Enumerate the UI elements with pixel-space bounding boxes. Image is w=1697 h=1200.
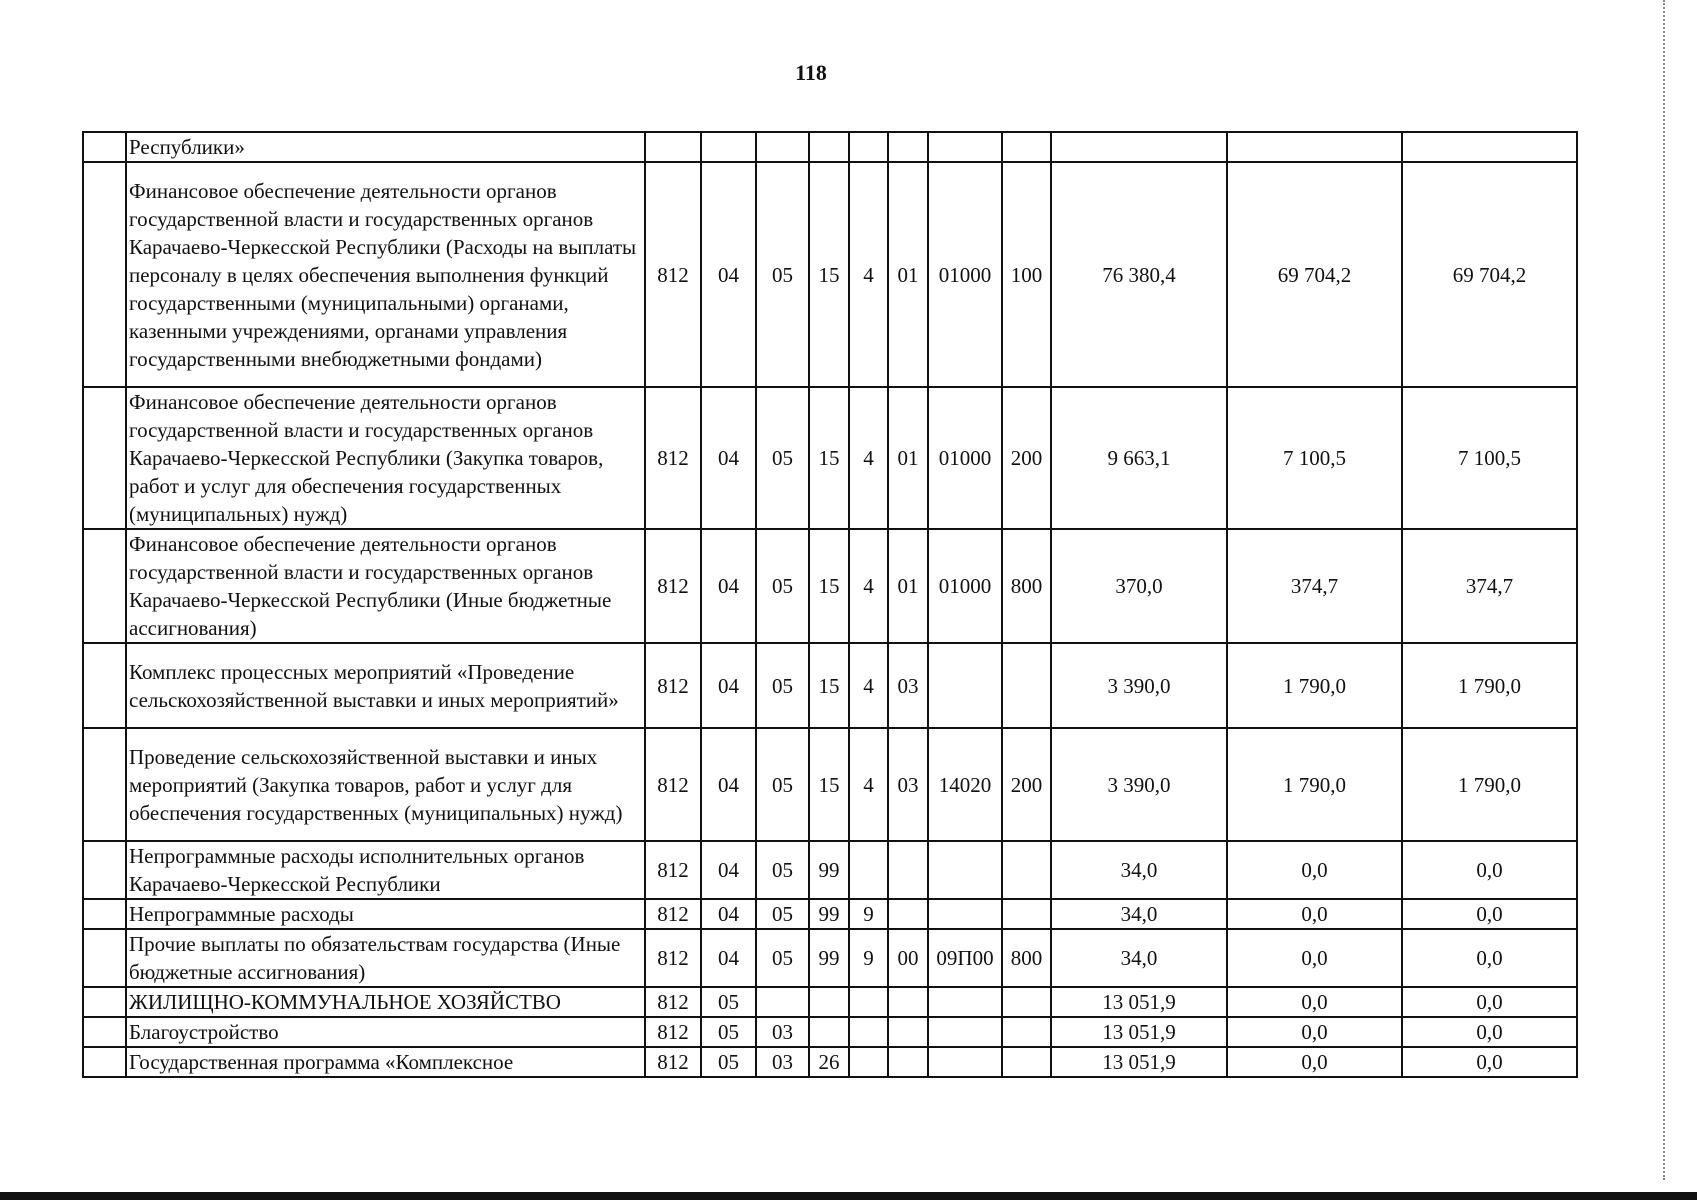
- row-value-cell: 04: [701, 162, 756, 387]
- row-value-cell: [928, 643, 1002, 728]
- row-value-cell: [888, 987, 928, 1017]
- row-value-cell: 04: [701, 529, 756, 643]
- row-value-cell: 05: [756, 899, 809, 929]
- row-value-cell: 3 390,0: [1051, 643, 1227, 728]
- row-value-cell: [701, 132, 756, 162]
- row-value-cell: 0,0: [1402, 1017, 1577, 1047]
- row-value-cell: 0,0: [1402, 841, 1577, 899]
- row-value-cell: 05: [701, 1017, 756, 1047]
- scan-edge-line: [1663, 0, 1667, 1180]
- row-value-cell: [849, 841, 888, 899]
- row-value-cell: 99: [809, 929, 849, 987]
- row-value-cell: 374,7: [1402, 529, 1577, 643]
- table-row: [83, 987, 1577, 1017]
- row-value-cell: 4: [849, 162, 888, 387]
- row-value-cell: 0,0: [1227, 987, 1402, 1017]
- row-index-cell: [83, 529, 126, 643]
- row-value-cell: 812: [645, 899, 701, 929]
- table-row: [83, 643, 1577, 728]
- row-value-cell: 800: [1002, 529, 1051, 643]
- row-index-cell: [83, 1047, 126, 1077]
- row-value-cell: [1002, 1017, 1051, 1047]
- row-value-cell: 03: [888, 643, 928, 728]
- row-value-cell: 0,0: [1402, 929, 1577, 987]
- row-value-cell: 1 790,0: [1227, 643, 1402, 728]
- row-index-cell: [83, 841, 126, 899]
- row-value-cell: [1002, 841, 1051, 899]
- row-index-cell: [83, 162, 126, 387]
- row-value-cell: [928, 1017, 1002, 1047]
- row-value-cell: 0,0: [1227, 899, 1402, 929]
- table-row: [83, 899, 1577, 929]
- row-value-cell: 05: [756, 643, 809, 728]
- row-value-cell: 01000: [928, 529, 1002, 643]
- row-value-cell: [1002, 1047, 1051, 1077]
- row-value-cell: 04: [701, 899, 756, 929]
- row-value-cell: 1 790,0: [1402, 643, 1577, 728]
- row-value-cell: 812: [645, 387, 701, 529]
- table-row: [83, 929, 1577, 987]
- row-value-cell: 200: [1002, 728, 1051, 841]
- row-value-cell: [1002, 132, 1051, 162]
- row-value-cell: 812: [645, 1017, 701, 1047]
- row-value-cell: [1227, 132, 1402, 162]
- table-row: [83, 1047, 1577, 1077]
- row-value-cell: 05: [756, 841, 809, 899]
- table-row: [83, 728, 1577, 841]
- row-name-cell: Государственная программа «Комплексное: [126, 1047, 645, 1077]
- row-name-cell: Непрограммные расходы: [126, 899, 645, 929]
- row-value-cell: [809, 987, 849, 1017]
- row-value-cell: 7 100,5: [1402, 387, 1577, 529]
- row-value-cell: [1002, 643, 1051, 728]
- row-value-cell: 812: [645, 987, 701, 1017]
- row-value-cell: 200: [1002, 387, 1051, 529]
- row-value-cell: 370,0: [1051, 529, 1227, 643]
- row-index-cell: [83, 987, 126, 1017]
- row-value-cell: 03: [756, 1017, 809, 1047]
- row-value-cell: 0,0: [1227, 1017, 1402, 1047]
- row-value-cell: 01: [888, 387, 928, 529]
- row-value-cell: 15: [809, 387, 849, 529]
- row-value-cell: [809, 1017, 849, 1047]
- row-value-cell: 4: [849, 529, 888, 643]
- row-value-cell: 76 380,4: [1051, 162, 1227, 387]
- row-value-cell: 69 704,2: [1402, 162, 1577, 387]
- row-value-cell: 05: [701, 1047, 756, 1077]
- row-value-cell: 26: [809, 1047, 849, 1077]
- row-value-cell: 04: [701, 387, 756, 529]
- row-index-cell: [83, 1017, 126, 1047]
- row-value-cell: 0,0: [1227, 841, 1402, 899]
- row-name-cell: Непрограммные расходы исполнительных органов Карачаево-Черкесской Республики: [126, 841, 645, 899]
- row-value-cell: 13 051,9: [1051, 1047, 1227, 1077]
- row-value-cell: 4: [849, 728, 888, 841]
- row-value-cell: [928, 899, 1002, 929]
- table-row: [83, 529, 1577, 643]
- table-body: [83, 132, 1577, 1077]
- row-value-cell: 01000: [928, 162, 1002, 387]
- row-name-cell: Благоустройство: [126, 1017, 645, 1047]
- row-value-cell: [756, 987, 809, 1017]
- row-value-cell: 812: [645, 728, 701, 841]
- row-value-cell: 34,0: [1051, 899, 1227, 929]
- row-name-cell: Проведение сельскохозяйственной выставки и иных мероприятий (Закупка товаров, работ и услуг для обеспечения государственных (муниципальных) нужд): [126, 728, 645, 841]
- row-value-cell: [888, 132, 928, 162]
- table-row: [83, 841, 1577, 899]
- row-value-cell: 9 663,1: [1051, 387, 1227, 529]
- row-value-cell: [1402, 132, 1577, 162]
- row-name-cell: Комплекс процессных мероприятий «Проведение сельскохозяйственной выставки и иных мероприятий»: [126, 643, 645, 728]
- row-value-cell: 01: [888, 162, 928, 387]
- row-value-cell: 09П00: [928, 929, 1002, 987]
- row-value-cell: 99: [809, 899, 849, 929]
- row-value-cell: 812: [645, 841, 701, 899]
- row-value-cell: 812: [645, 1047, 701, 1077]
- scan-bottom-bar: [0, 1192, 1697, 1200]
- table-row: [83, 1017, 1577, 1047]
- row-value-cell: 05: [701, 987, 756, 1017]
- row-value-cell: [928, 132, 1002, 162]
- row-value-cell: 812: [645, 643, 701, 728]
- row-name-cell: Финансовое обеспечение деятельности органов государственной власти и государственных органов Карачаево-Черкесской Республики (Закупка товаров, работ и услуг для обеспечения государственных (муниципальных) нужд): [126, 387, 645, 529]
- row-value-cell: 03: [888, 728, 928, 841]
- row-value-cell: 0,0: [1402, 987, 1577, 1017]
- row-value-cell: 9: [849, 929, 888, 987]
- table-row: [83, 132, 1577, 162]
- row-value-cell: 4: [849, 387, 888, 529]
- row-value-cell: 13 051,9: [1051, 987, 1227, 1017]
- row-name-cell: Прочие выплаты по обязательствам государства (Иные бюджетные ассигнования): [126, 929, 645, 987]
- row-value-cell: [849, 1047, 888, 1077]
- row-value-cell: 374,7: [1227, 529, 1402, 643]
- row-value-cell: 04: [701, 643, 756, 728]
- row-value-cell: 0,0: [1227, 1047, 1402, 1077]
- row-value-cell: [849, 1017, 888, 1047]
- row-value-cell: 13 051,9: [1051, 1017, 1227, 1047]
- row-value-cell: [888, 1047, 928, 1077]
- row-value-cell: 03: [756, 1047, 809, 1077]
- row-value-cell: [849, 132, 888, 162]
- row-value-cell: [756, 132, 809, 162]
- row-index-cell: [83, 728, 126, 841]
- page-number: 118: [795, 60, 827, 85]
- row-value-cell: [888, 1017, 928, 1047]
- row-value-cell: 9: [849, 899, 888, 929]
- row-value-cell: 800: [1002, 929, 1051, 987]
- row-value-cell: 01: [888, 529, 928, 643]
- row-name-cell: ЖИЛИЩНО-КОММУНАЛЬНОЕ ХОЗЯЙСТВО: [126, 987, 645, 1017]
- row-value-cell: [928, 841, 1002, 899]
- row-value-cell: 812: [645, 529, 701, 643]
- row-value-cell: [645, 132, 701, 162]
- row-value-cell: 05: [756, 162, 809, 387]
- row-value-cell: [1051, 132, 1227, 162]
- row-index-cell: [83, 899, 126, 929]
- row-value-cell: 3 390,0: [1051, 728, 1227, 841]
- row-value-cell: 0,0: [1402, 899, 1577, 929]
- row-name-cell: Финансовое обеспечение деятельности органов государственной власти и государственных органов Карачаево-Черкесской Республики (Расходы на выплаты персоналу в целях обеспечения выполнения функций государственными (муниципальными) органами, казенными учреждениями, органами управления государственными внебюджетными фондами): [126, 162, 645, 387]
- row-value-cell: 15: [809, 728, 849, 841]
- row-value-cell: [888, 841, 928, 899]
- row-value-cell: 04: [701, 841, 756, 899]
- row-value-cell: 05: [756, 529, 809, 643]
- row-value-cell: 99: [809, 841, 849, 899]
- row-value-cell: 0,0: [1402, 1047, 1577, 1077]
- row-value-cell: 15: [809, 162, 849, 387]
- row-index-cell: [83, 643, 126, 728]
- row-value-cell: 01000: [928, 387, 1002, 529]
- row-value-cell: [1002, 987, 1051, 1017]
- row-value-cell: [809, 132, 849, 162]
- row-value-cell: 1 790,0: [1402, 728, 1577, 841]
- row-value-cell: 15: [809, 643, 849, 728]
- row-value-cell: 34,0: [1051, 929, 1227, 987]
- row-value-cell: 05: [756, 387, 809, 529]
- row-value-cell: 15: [809, 529, 849, 643]
- row-name-cell: Финансовое обеспечение деятельности органов государственной власти и государственных органов Карачаево-Черкесской Республики (Иные бюджетные ассигнования): [126, 529, 645, 643]
- table-row: [83, 387, 1577, 529]
- row-value-cell: 7 100,5: [1227, 387, 1402, 529]
- row-name-cell: Республики»: [126, 132, 645, 162]
- row-value-cell: 05: [756, 728, 809, 841]
- row-value-cell: [888, 899, 928, 929]
- row-value-cell: 04: [701, 929, 756, 987]
- row-value-cell: 1 790,0: [1227, 728, 1402, 841]
- row-value-cell: 00: [888, 929, 928, 987]
- row-value-cell: [849, 987, 888, 1017]
- row-value-cell: 69 704,2: [1227, 162, 1402, 387]
- row-value-cell: 4: [849, 643, 888, 728]
- row-value-cell: 812: [645, 162, 701, 387]
- row-value-cell: 0,0: [1227, 929, 1402, 987]
- row-value-cell: 34,0: [1051, 841, 1227, 899]
- budget-table: [82, 131, 1578, 1078]
- table-row: [83, 162, 1577, 387]
- row-index-cell: [83, 387, 126, 529]
- row-value-cell: 14020: [928, 728, 1002, 841]
- row-value-cell: [928, 987, 1002, 1017]
- row-value-cell: [1002, 899, 1051, 929]
- row-value-cell: [928, 1047, 1002, 1077]
- row-index-cell: [83, 132, 126, 162]
- row-value-cell: 812: [645, 929, 701, 987]
- row-value-cell: 100: [1002, 162, 1051, 387]
- row-value-cell: 05: [756, 929, 809, 987]
- row-index-cell: [83, 929, 126, 987]
- row-value-cell: 04: [701, 728, 756, 841]
